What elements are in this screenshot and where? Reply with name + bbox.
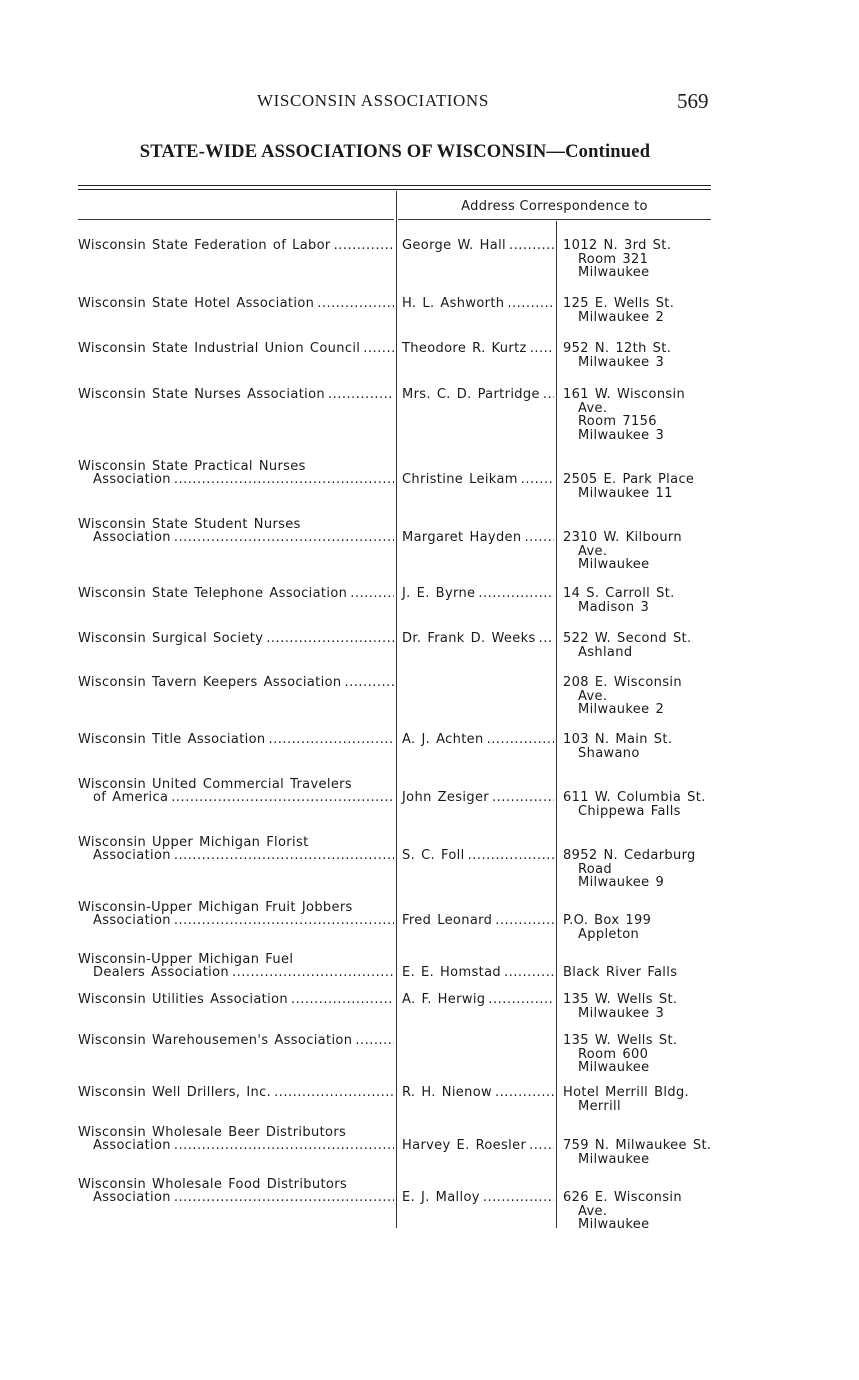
association-entry <box>0 676 859 717</box>
contact-person <box>402 1139 554 1153</box>
page-header <box>0 91 859 117</box>
organization-name <box>78 733 394 747</box>
contact-person <box>402 1191 554 1205</box>
contact-person <box>402 914 554 928</box>
organization-name-line: Wisconsin Title Association <box>78 732 266 747</box>
address-line: Hotel Merrill Bldg. <box>563 1085 690 1100</box>
address-line: 522 W. Second St. <box>563 631 692 646</box>
association-entry <box>0 458 859 501</box>
dot-leader <box>174 849 394 863</box>
header-underline-right <box>398 219 711 220</box>
dot-leader <box>504 966 554 980</box>
mailing-address <box>563 473 723 500</box>
organization-name-line: Wisconsin State Student Nurses <box>78 516 301 532</box>
address-line: 2310 W. Kilbourn <box>563 530 682 545</box>
contact-person-name: E. E. Homstad <box>402 965 501 980</box>
organization-name-line: Wisconsin State Telephone Association <box>78 586 348 601</box>
mailing-address <box>563 388 723 442</box>
dot-leader <box>492 791 554 805</box>
page-number: 569 <box>677 89 709 113</box>
address-line: Milwaukee 3 <box>578 1005 665 1021</box>
contact-person <box>402 733 554 747</box>
organization-name <box>78 239 394 253</box>
dot-leader <box>529 1139 554 1153</box>
organization-name <box>78 342 394 356</box>
mailing-address <box>563 1034 723 1075</box>
organization-name-line: Association <box>93 848 171 863</box>
organization-name <box>78 632 394 646</box>
dot-leader <box>171 791 394 805</box>
organization-name-line: Wisconsin State Hotel Association <box>78 296 315 311</box>
association-entry <box>0 733 859 760</box>
organization-name-line: Association <box>93 913 171 928</box>
organization-name-line: Association <box>93 472 171 487</box>
contact-person-name: J. E. Byrne <box>402 586 476 601</box>
dot-leader <box>539 632 554 646</box>
association-entry <box>0 1176 859 1232</box>
organization-name-line: Wisconsin State Industrial Union Council <box>78 341 361 356</box>
mailing-address <box>563 733 723 760</box>
organization-name <box>78 993 394 1007</box>
address-line: Milwaukee 2 <box>578 309 665 325</box>
organization-name-line: Wisconsin Utilities Association <box>78 992 288 1007</box>
organization-name-line: Association <box>93 530 171 545</box>
dot-leader <box>495 914 554 928</box>
contact-person <box>402 632 554 646</box>
organization-name <box>78 676 394 690</box>
contact-person <box>402 388 554 402</box>
dot-leader <box>543 388 554 402</box>
mailing-address <box>563 342 723 369</box>
organization-name-line: Wisconsin State Practical Nurses <box>78 458 306 474</box>
dot-leader <box>317 297 394 311</box>
mailing-address <box>563 1139 723 1166</box>
organization-name <box>78 587 394 601</box>
association-entry <box>0 834 859 890</box>
dot-leader <box>509 239 554 253</box>
dot-leader <box>334 239 394 253</box>
contact-person-name: George W. Hall <box>402 238 507 253</box>
dot-leader <box>468 849 554 863</box>
contact-person <box>402 531 554 545</box>
contact-person-name: A. J. Achten <box>402 732 484 747</box>
column-divider-right <box>556 221 557 1228</box>
address-line: Milwaukee 3 <box>578 354 665 370</box>
dot-leader <box>488 993 554 1007</box>
organization-name-line: Wisconsin State Federation of Labor <box>78 238 331 253</box>
contact-person-name: R. H. Nienow <box>402 1085 493 1100</box>
mailing-address <box>563 676 723 717</box>
contact-person <box>402 1086 554 1100</box>
dot-leader <box>174 531 394 545</box>
address-line: Room 600 <box>578 1046 649 1062</box>
dot-leader <box>328 388 394 402</box>
organization-name-line: Association <box>93 1138 171 1153</box>
dot-leader <box>487 733 554 747</box>
organization-name-line: of America <box>93 790 169 805</box>
address-line: 611 W. Columbia St. <box>563 790 706 805</box>
organization-name-line: Wisconsin-Upper Michigan Fuel <box>78 951 294 967</box>
dot-leader <box>507 297 554 311</box>
address-line: 952 N. 12th St. <box>563 341 672 356</box>
organization-name <box>78 1126 394 1153</box>
address-line: Merrill <box>578 1098 621 1114</box>
address-line: Chippewa Falls <box>578 803 681 819</box>
contact-person-name: Harvey E. Roesler <box>402 1138 527 1153</box>
address-line: 125 E. Wells St. <box>563 296 675 311</box>
association-entry <box>0 388 859 442</box>
contact-person-name: John Zesiger <box>402 790 489 805</box>
address-line: 14 S. Carroll St. <box>563 586 675 601</box>
mailing-address <box>563 632 723 659</box>
mailing-address <box>563 1086 723 1113</box>
contact-person <box>402 239 554 253</box>
header-underline-left <box>78 219 394 220</box>
organization-name-line: Association <box>93 1190 171 1205</box>
dot-leader <box>174 473 394 487</box>
dot-leader <box>232 966 394 980</box>
address-line: 2505 E. Park Place <box>563 472 695 487</box>
association-entry <box>0 951 859 980</box>
organization-name-line: Wisconsin Tavern Keepers Association <box>78 675 342 690</box>
association-entry <box>0 632 859 659</box>
address-line: Milwaukee <box>578 557 650 572</box>
address-line: Milwaukee <box>578 1060 650 1075</box>
dot-leader <box>524 531 554 545</box>
dot-leader <box>521 473 554 487</box>
organization-name-line: Wisconsin Surgical Society <box>78 631 264 646</box>
address-line: Ave. <box>578 688 608 704</box>
mailing-address <box>563 297 723 324</box>
dot-leader <box>344 676 394 690</box>
association-entry <box>0 516 859 572</box>
dot-leader <box>291 993 394 1007</box>
association-entry <box>0 1034 859 1075</box>
address-line: 135 W. Wells St. <box>563 1033 678 1048</box>
contact-person <box>402 1034 554 1048</box>
organization-name-line: Wisconsin-Upper Michigan Fruit Jobbers <box>78 899 353 915</box>
association-entry <box>0 776 859 819</box>
dot-leader <box>363 342 394 356</box>
address-line: 626 E. Wisconsin <box>563 1190 682 1205</box>
organization-name <box>78 297 394 311</box>
contact-person-name: S. C. Foll <box>402 848 465 863</box>
contact-person <box>402 993 554 1007</box>
contact-person-name: Margaret Hayden <box>402 530 522 545</box>
address-line: 161 W. Wisconsin <box>563 387 686 402</box>
contact-person-name: Theodore R. Kurtz <box>402 341 527 356</box>
address-line: Milwaukee 2 <box>578 702 665 717</box>
dot-leader <box>174 914 394 928</box>
organization-name <box>78 1178 394 1205</box>
mailing-address <box>563 587 723 614</box>
association-entry <box>0 342 859 369</box>
contact-person-name: Dr. Frank D. Weeks <box>402 631 536 646</box>
organization-name <box>78 1086 394 1100</box>
address-line: Ave. <box>578 543 608 559</box>
organization-name-line: Wisconsin United Commercial Travelers <box>78 776 352 792</box>
address-line: Ave. <box>578 1203 608 1219</box>
contact-person-name: H. L. Ashworth <box>402 296 505 311</box>
address-line: 8952 N. Cedarburg <box>563 848 696 863</box>
address-line: Milwaukee <box>578 1151 650 1167</box>
organization-name <box>78 953 394 980</box>
address-line: Room 7156 <box>578 414 657 429</box>
address-line: 135 W. Wells St. <box>563 992 678 1007</box>
mailing-address <box>563 914 723 941</box>
address-line: Ashland <box>578 644 633 660</box>
dot-leader <box>483 1191 554 1205</box>
address-line: Milwaukee 3 <box>578 427 665 443</box>
dot-leader <box>269 733 394 747</box>
dot-leader <box>478 587 554 601</box>
organization-name-line: Wisconsin Wholesale Beer Distributors <box>78 1124 347 1140</box>
organization-name-line: Wisconsin Upper Michigan Florist <box>78 834 309 850</box>
association-entry <box>0 1086 859 1113</box>
contact-person <box>402 473 554 487</box>
address-line: Milwaukee <box>578 265 650 280</box>
mailing-address <box>563 849 723 890</box>
address-line: Milwaukee <box>578 1217 650 1232</box>
mailing-address <box>563 1191 723 1232</box>
mailing-address <box>563 993 723 1020</box>
association-entry <box>0 587 859 614</box>
address-line: Road <box>578 861 613 877</box>
association-entry <box>0 1124 859 1167</box>
dot-leader <box>274 1086 394 1100</box>
address-line: 208 E. Wisconsin <box>563 675 682 690</box>
section-title: STATE-WIDE ASSOCIATIONS OF WISCONSIN—Continued <box>139 142 651 162</box>
address-line: Milwaukee 9 <box>578 875 665 890</box>
organization-name-line: Wisconsin State Nurses Association <box>78 387 325 402</box>
top-double-rule-upper <box>78 185 711 186</box>
contact-person <box>402 676 554 690</box>
organization-name <box>78 388 394 402</box>
mailing-address <box>563 791 723 818</box>
organization-name-line: Wisconsin Wholesale Food Distributors <box>78 1176 348 1192</box>
contact-person-name: Mrs. C. D. Partridge <box>402 387 540 402</box>
column-header-address-correspondence: Address Correspondence to <box>461 199 648 214</box>
dot-leader <box>266 632 394 646</box>
mailing-address <box>563 966 723 980</box>
contact-person-name: Christine Leikam <box>402 472 518 487</box>
dot-leader <box>355 1034 394 1048</box>
mailing-address <box>563 239 723 280</box>
organization-name <box>78 460 394 487</box>
association-entry <box>0 239 859 280</box>
mailing-address <box>563 531 723 572</box>
contact-person <box>402 587 554 601</box>
contact-person <box>402 791 554 805</box>
running-head: WISCONSIN ASSOCIATIONS <box>257 91 489 110</box>
association-entry <box>0 899 859 942</box>
organization-name-line: Wisconsin Well Drillers, Inc. <box>78 1085 272 1100</box>
contact-person <box>402 966 554 980</box>
association-entry <box>0 993 859 1020</box>
organization-name <box>78 518 394 545</box>
contact-person-name: A. F. Herwig <box>402 992 486 1007</box>
dot-leader <box>174 1139 394 1153</box>
address-line: Madison 3 <box>578 599 650 615</box>
contact-person <box>402 297 554 311</box>
association-entry <box>0 297 859 324</box>
address-line: Appleton <box>578 926 640 942</box>
contact-person <box>402 342 554 356</box>
top-double-rule-lower <box>78 189 711 190</box>
address-line: 103 N. Main St. <box>563 732 673 747</box>
organization-name-line: Dealers Association <box>93 965 230 980</box>
organization-name <box>78 1034 394 1048</box>
dot-leader <box>530 342 554 356</box>
address-line: P.O. Box 199 <box>563 913 652 928</box>
address-line: 759 N. Milwaukee St. <box>563 1138 712 1153</box>
organization-name <box>78 901 394 928</box>
address-line: Ave. <box>578 400 608 416</box>
address-line: Black River Falls <box>563 965 678 980</box>
organization-name-line: Wisconsin Warehousemen's Association <box>78 1033 353 1048</box>
address-line: Room 321 <box>578 251 649 267</box>
organization-name <box>78 836 394 863</box>
dot-leader <box>350 587 394 601</box>
address-line: Milwaukee 11 <box>578 485 673 501</box>
dot-leader <box>174 1191 394 1205</box>
contact-person-name: Fred Leonard <box>402 913 493 928</box>
address-line: Shawano <box>578 745 640 761</box>
contact-person-name: E. J. Malloy <box>402 1190 480 1205</box>
organization-name <box>78 778 394 805</box>
address-line: 1012 N. 3rd St. <box>563 238 672 253</box>
contact-person <box>402 849 554 863</box>
dot-leader <box>495 1086 554 1100</box>
